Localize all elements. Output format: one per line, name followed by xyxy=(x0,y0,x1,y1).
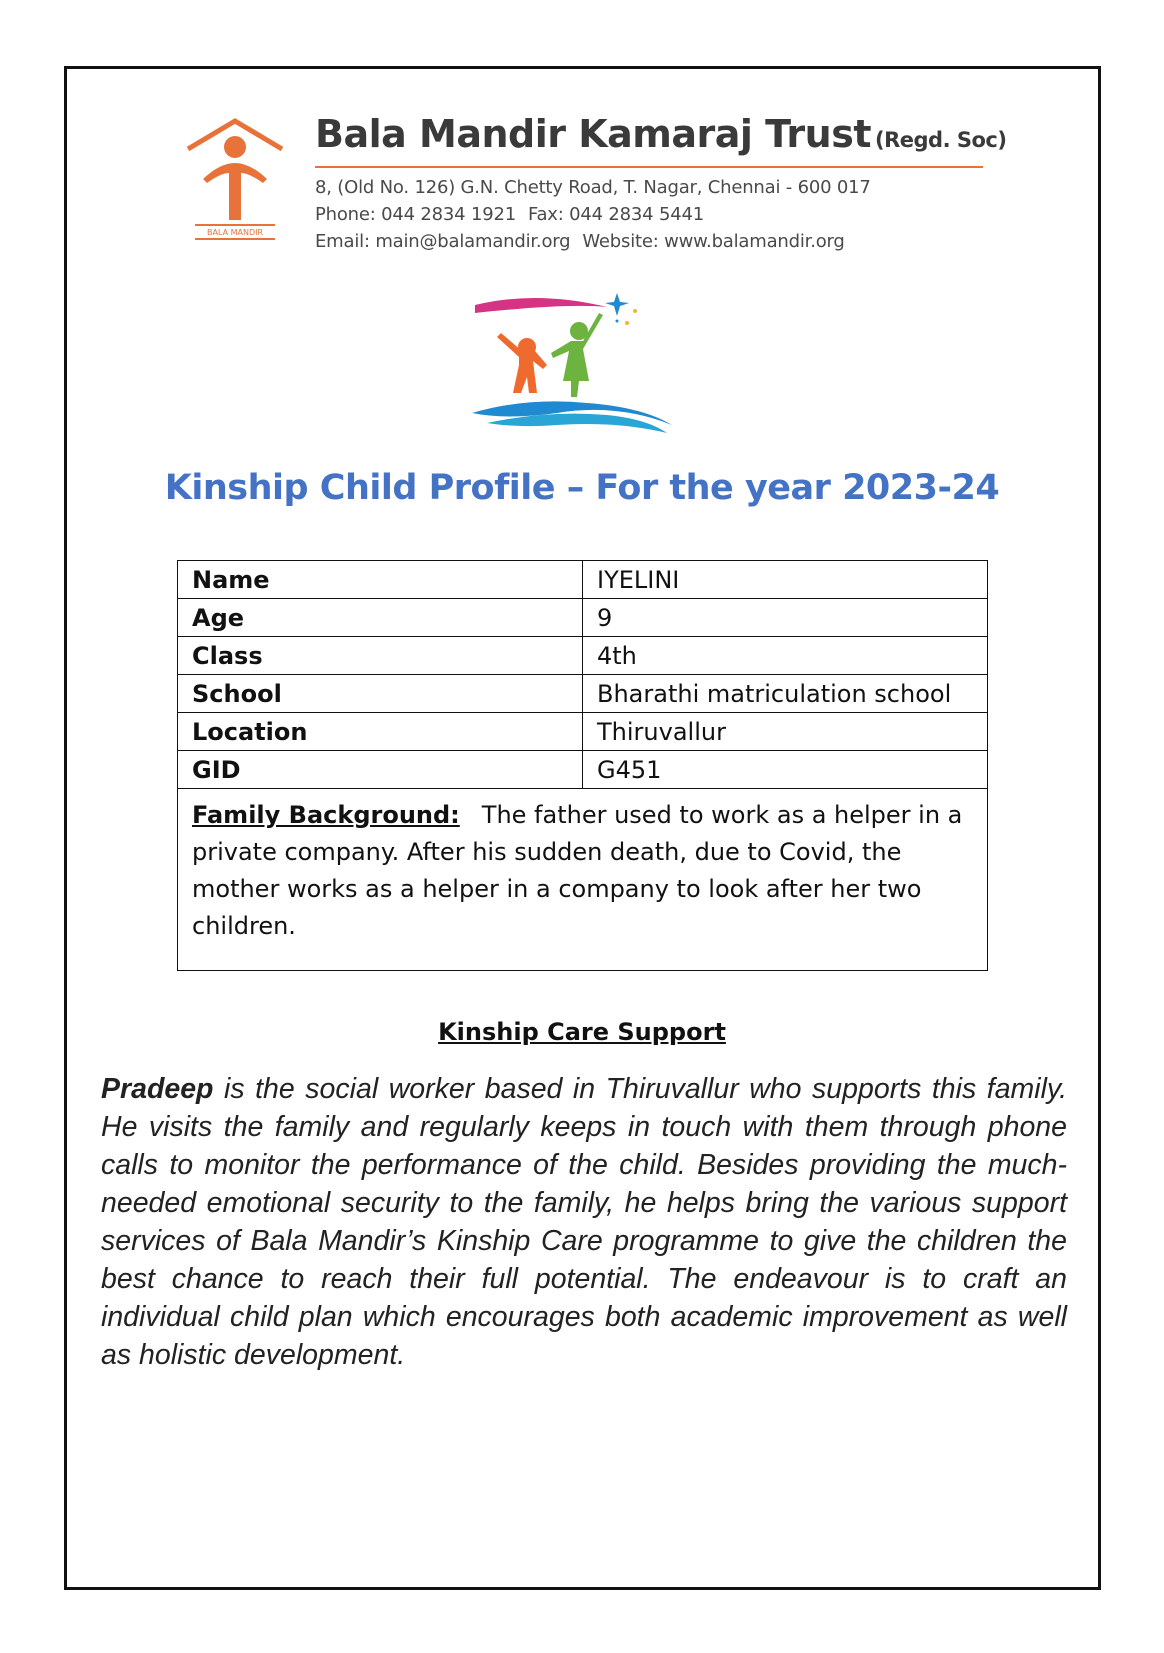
table-row xyxy=(178,599,988,637)
trust-name: Bala Mandir Kamaraj Trust (Regd. Soc) xyxy=(315,112,1007,156)
kinship-kids-logo-icon xyxy=(467,285,697,450)
table-row xyxy=(178,713,988,751)
field-value: G451 xyxy=(583,751,988,789)
website: Website: www.balamandir.org xyxy=(582,231,845,252)
field-label: GID xyxy=(178,751,583,789)
family-background-row xyxy=(178,789,988,971)
field-value: Bharathi matriculation school xyxy=(583,675,988,713)
regd-label: (Regd. Soc) xyxy=(875,128,1007,152)
letterhead xyxy=(185,112,1007,262)
field-label: Name xyxy=(178,561,583,599)
field-value: Thiruvallur xyxy=(583,713,988,751)
email: Email: main@balamandir.org xyxy=(315,231,571,252)
contact-email-web xyxy=(315,231,845,252)
support-text: is the social worker based in Thiruvallur who supports this family. He visits the family and regularly keeps in touch with them through phone calls to monitor the performance of the child. Besides providing the much-needed emotional security to the family, he helps bring the various support services of Bala Mandir’s Kinship Care programme to give the children the best chance to reach their full potential. The endeavour is to craft an individual child plan which encourages both academic improvement as well as holistic development. xyxy=(101,1073,1067,1371)
field-label: Age xyxy=(178,599,583,637)
header-divider xyxy=(315,166,983,168)
phone: Phone: 044 2834 1921 xyxy=(315,204,516,225)
family-background xyxy=(178,789,988,971)
contact-phone-fax xyxy=(315,204,704,225)
address: 8, (Old No. 126) G.N. Chetty Road, T. Nagar, Chennai - 600 017 xyxy=(315,177,871,198)
field-label: School xyxy=(178,675,583,713)
fax: Fax: 044 2834 5441 xyxy=(527,204,704,225)
support-paragraph xyxy=(101,1070,1067,1374)
field-value: 9 xyxy=(583,599,988,637)
social-worker-name: Pradeep xyxy=(101,1073,214,1105)
field-value: 4th xyxy=(583,637,988,675)
table-row xyxy=(178,637,988,675)
page-title: Kinship Child Profile – For the year 2023-24 xyxy=(164,468,1000,508)
support-heading: Kinship Care Support xyxy=(438,1018,726,1046)
family-background-text: The father used to work as a helper in a private company. After his sudden death, due to Covid, the mother works as a helper in a company to look after her two children. xyxy=(192,801,963,940)
logo-caption: BALA MANDIR xyxy=(206,228,264,237)
child-profile-table xyxy=(177,560,988,971)
field-label: Class xyxy=(178,637,583,675)
field-value: IYELINI xyxy=(583,561,988,599)
table-row xyxy=(178,561,988,599)
field-label: Location xyxy=(178,713,583,751)
table-row xyxy=(178,675,988,713)
bala-mandir-logo-icon xyxy=(185,117,285,242)
table-row xyxy=(178,751,988,789)
family-background-label: Family Background: xyxy=(192,801,460,829)
